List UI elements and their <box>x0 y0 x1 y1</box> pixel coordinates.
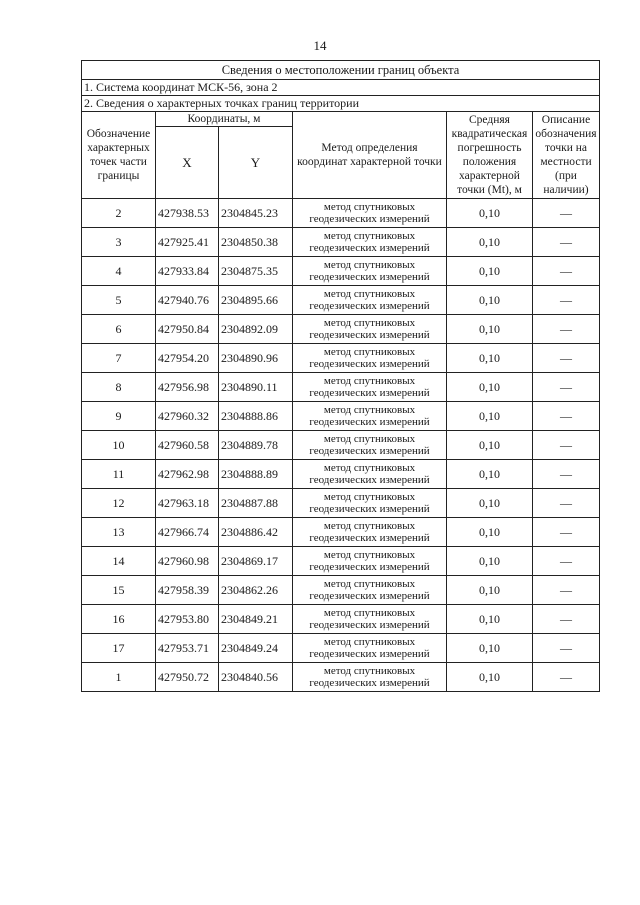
mt-value: 0,10 <box>447 576 533 605</box>
method-cell <box>293 663 447 692</box>
table-row <box>82 344 600 373</box>
method-cell <box>293 431 447 460</box>
description-value: — <box>533 518 600 547</box>
table-row <box>82 431 600 460</box>
mt-value: 0,10 <box>447 315 533 344</box>
description-value: — <box>533 489 600 518</box>
table-row <box>82 576 600 605</box>
description-value: — <box>533 373 600 402</box>
method-line: метод спутниковых <box>323 403 416 416</box>
mt-value: 0,10 <box>447 663 533 692</box>
method-line: метод спутниковых <box>323 316 416 329</box>
mt-value: 0,10 <box>447 402 533 431</box>
header-designation: Обозначение характерных точек части границы <box>82 112 156 199</box>
method-cell <box>293 228 447 257</box>
coord-y: 2304869.17 <box>219 547 293 576</box>
coord-y: 2304849.21 <box>219 605 293 634</box>
coord-y: 2304887.88 <box>219 489 293 518</box>
coord-y: 2304889.78 <box>219 431 293 460</box>
coord-x: 427953.71 <box>156 634 219 663</box>
method-line: геодезических измерений <box>309 503 430 515</box>
point-number: 4 <box>82 257 156 286</box>
table-title: Сведения о местоположении границ объекта <box>82 61 600 80</box>
description-value: — <box>533 576 600 605</box>
method-cell <box>293 286 447 315</box>
point-number: 16 <box>82 605 156 634</box>
method-cell <box>293 402 447 431</box>
description-value: — <box>533 257 600 286</box>
point-number: 6 <box>82 315 156 344</box>
mt-value: 0,10 <box>447 431 533 460</box>
table-row <box>82 373 600 402</box>
mt-value: 0,10 <box>447 228 533 257</box>
coord-x: 427960.32 <box>156 402 219 431</box>
method-cell <box>293 605 447 634</box>
table-row <box>82 228 600 257</box>
coord-x: 427933.84 <box>156 257 219 286</box>
header-method: Метод определения координат характерной точки <box>293 112 447 199</box>
coord-y: 2304850.38 <box>219 228 293 257</box>
method-line: геодезических измерений <box>309 242 430 254</box>
method-line: геодезических измерений <box>309 590 430 602</box>
method-line: геодезических измерений <box>309 358 430 370</box>
mt-value: 0,10 <box>447 518 533 547</box>
header-error: Средняя квадратическая погрешность положения характерной точки (Mt), м <box>447 112 533 199</box>
coord-x: 427940.76 <box>156 286 219 315</box>
point-number: 5 <box>82 286 156 315</box>
method-line: метод спутниковых <box>323 287 416 300</box>
description-value: — <box>533 402 600 431</box>
method-cell <box>293 576 447 605</box>
method-line: метод спутниковых <box>323 258 416 271</box>
method-line: метод спутниковых <box>323 635 416 648</box>
page-number: 14 <box>313 38 327 53</box>
point-number: 3 <box>82 228 156 257</box>
table-row <box>82 663 600 692</box>
method-line: геодезических измерений <box>309 445 430 457</box>
coord-y: 2304890.96 <box>219 344 293 373</box>
coordinate-system-label: 1. Система координат МСК-56, зона 2 <box>82 80 600 96</box>
method-line: геодезических измерений <box>309 532 430 544</box>
table-row <box>82 547 600 576</box>
method-cell <box>293 518 447 547</box>
description-value: — <box>533 431 600 460</box>
coord-x: 427925.41 <box>156 228 219 257</box>
mt-value: 0,10 <box>447 257 533 286</box>
description-value: — <box>533 605 600 634</box>
point-number: 12 <box>82 489 156 518</box>
coord-x: 427958.39 <box>156 576 219 605</box>
mt-value: 0,10 <box>447 489 533 518</box>
point-number: 8 <box>82 373 156 402</box>
table-row <box>82 315 600 344</box>
coord-y: 2304888.89 <box>219 460 293 489</box>
method-line: метод спутниковых <box>323 229 416 242</box>
description-value: — <box>533 315 600 344</box>
description-value: — <box>533 344 600 373</box>
method-cell <box>293 547 447 576</box>
mt-value: 0,10 <box>447 373 533 402</box>
header-y: Y <box>219 127 293 199</box>
boundary-points-table <box>81 60 600 692</box>
coord-x: 427938.53 <box>156 199 219 228</box>
method-line: геодезических измерений <box>309 677 430 689</box>
coord-y: 2304862.26 <box>219 576 293 605</box>
method-line: метод спутниковых <box>323 490 416 503</box>
coord-x: 427963.18 <box>156 489 219 518</box>
method-line: метод спутниковых <box>323 548 416 561</box>
method-line: метод спутниковых <box>323 200 416 213</box>
coord-y: 2304840.56 <box>219 663 293 692</box>
method-line: метод спутниковых <box>323 577 416 590</box>
table-row <box>82 489 600 518</box>
method-cell <box>293 373 447 402</box>
coord-y: 2304875.35 <box>219 257 293 286</box>
method-line: метод спутниковых <box>323 432 416 445</box>
point-number: 7 <box>82 344 156 373</box>
point-number: 1 <box>82 663 156 692</box>
method-cell <box>293 257 447 286</box>
method-line: метод спутниковых <box>323 519 416 532</box>
method-cell <box>293 344 447 373</box>
table-row <box>82 634 600 663</box>
coord-x: 427960.58 <box>156 431 219 460</box>
point-number: 13 <box>82 518 156 547</box>
method-line: метод спутниковых <box>323 374 416 387</box>
method-line: геодезических измерений <box>309 213 430 225</box>
mt-value: 0,10 <box>447 605 533 634</box>
method-line: геодезических измерений <box>309 474 430 486</box>
description-value: — <box>533 663 600 692</box>
description-value: — <box>533 547 600 576</box>
coord-y: 2304886.42 <box>219 518 293 547</box>
table-row <box>82 199 600 228</box>
coord-y: 2304890.11 <box>219 373 293 402</box>
description-value: — <box>533 634 600 663</box>
description-value: — <box>533 460 600 489</box>
method-line: метод спутниковых <box>323 461 416 474</box>
point-number: 15 <box>82 576 156 605</box>
coord-x: 427953.80 <box>156 605 219 634</box>
coord-y: 2304892.09 <box>219 315 293 344</box>
coord-x: 427960.98 <box>156 547 219 576</box>
table-row <box>82 257 600 286</box>
header-description: Описание обозначения точки на местности (при наличии) <box>533 112 600 199</box>
point-number: 10 <box>82 431 156 460</box>
method-line: метод спутниковых <box>323 606 416 619</box>
point-number: 9 <box>82 402 156 431</box>
coord-x: 427950.72 <box>156 663 219 692</box>
coord-x: 427962.98 <box>156 460 219 489</box>
coord-x: 427950.84 <box>156 315 219 344</box>
section-points-label: 2. Сведения о характерных точках границ территории <box>82 96 600 112</box>
table-title-row <box>82 61 600 80</box>
description-value: — <box>533 199 600 228</box>
method-line: геодезических измерений <box>309 387 430 399</box>
method-cell <box>293 315 447 344</box>
method-line: геодезических измерений <box>309 619 430 631</box>
coord-y: 2304895.66 <box>219 286 293 315</box>
section-2-row <box>82 96 600 112</box>
coord-y: 2304849.24 <box>219 634 293 663</box>
method-line: метод спутниковых <box>323 664 416 677</box>
method-cell <box>293 489 447 518</box>
coord-y: 2304888.86 <box>219 402 293 431</box>
coord-y: 2304845.23 <box>219 199 293 228</box>
point-number: 2 <box>82 199 156 228</box>
mt-value: 0,10 <box>447 199 533 228</box>
mt-value: 0,10 <box>447 344 533 373</box>
mt-value: 0,10 <box>447 286 533 315</box>
table-row <box>82 605 600 634</box>
mt-value: 0,10 <box>447 547 533 576</box>
point-number: 11 <box>82 460 156 489</box>
coord-x: 427966.74 <box>156 518 219 547</box>
description-value: — <box>533 286 600 315</box>
section-1-row <box>82 80 600 96</box>
mt-value: 0,10 <box>447 460 533 489</box>
point-number: 17 <box>82 634 156 663</box>
method-line: геодезических измерений <box>309 300 430 312</box>
method-cell <box>293 199 447 228</box>
table-row <box>82 460 600 489</box>
header-coordinates: Координаты, м <box>156 112 293 127</box>
method-cell <box>293 460 447 489</box>
method-line: геодезических измерений <box>309 271 430 283</box>
table-row <box>82 518 600 547</box>
method-cell <box>293 634 447 663</box>
coord-x: 427954.20 <box>156 344 219 373</box>
method-line: геодезических измерений <box>309 329 430 341</box>
method-line: геодезических измерений <box>309 416 430 428</box>
table-row <box>82 402 600 431</box>
description-value: — <box>533 228 600 257</box>
coord-x: 427956.98 <box>156 373 219 402</box>
point-number: 14 <box>82 547 156 576</box>
method-line: геодезических измерений <box>309 561 430 573</box>
header-row-1 <box>82 112 600 127</box>
table-row <box>82 286 600 315</box>
mt-value: 0,10 <box>447 634 533 663</box>
header-x: X <box>156 127 219 199</box>
method-line: метод спутниковых <box>323 345 416 358</box>
method-line: геодезических измерений <box>309 648 430 660</box>
